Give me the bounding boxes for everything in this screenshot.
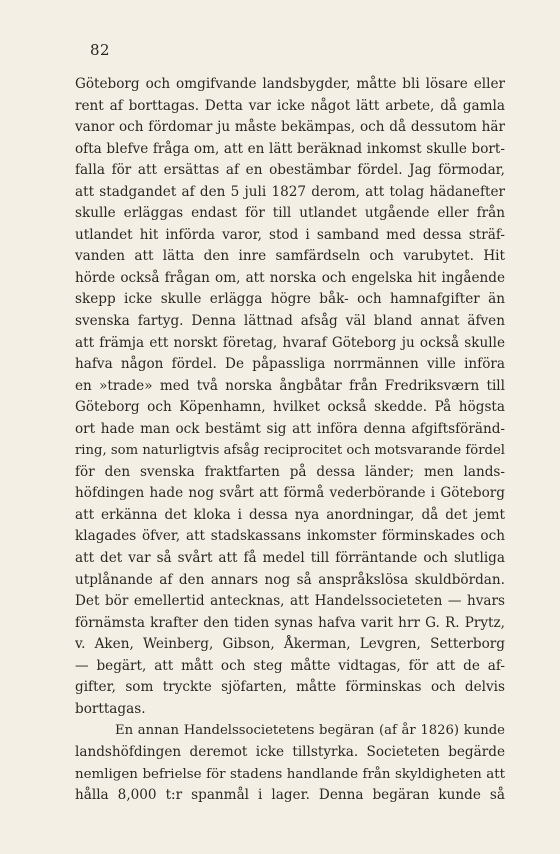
text-line: Det bör emellertid antecknas, att Handelssocieteten — hvars [75, 593, 505, 610]
text-line: hörde också frågan om, att norska och engelska hit ingående [75, 269, 505, 286]
text-line: v. Aken, Weinberg, Gibson, Åkerman, Levgren, Setterborg [75, 636, 505, 653]
text-line: ring, som naturligtvis afsåg reciprocitet och motsvarande fördel [75, 443, 505, 459]
text-line: vanor och fördomar ju måste bekämpas, och då dessutom här [75, 119, 505, 136]
text-line: borttagas. [75, 700, 146, 717]
text-line: vanden att lätta den inre samfärdseln och varubytet. Hit [75, 248, 505, 265]
text-line: gifter, som tryckte sjöfarten, måtte förminskas och delvis [75, 679, 505, 696]
text-line: Göteborg och omgifvande landsbygder, måtte bli lösare eller [75, 76, 505, 92]
text-line: skulle erläggas endast för till utlandet utgående eller från [75, 205, 505, 222]
text-line: En annan Handelssocietetens begäran (af år 1826) kunde [115, 723, 505, 739]
text-line: skepp icke skulle erlägga högre båk- och hamnafgifter än [75, 291, 505, 308]
text-line: klagades öfver, att stadskassans inkomster förminskades och [75, 528, 505, 545]
text-line: hålla 8,000 t:r spanmål i lager. Denna begäran kunde så [75, 787, 505, 804]
text-line: förnämsta krafter den tiden synas hafva varit hrr G. R. Prytz, [75, 614, 505, 631]
text-line: hafva någon fördel. De påpassliga norrmännen ville införa [75, 356, 505, 373]
text-line: ofta blefve fråga om, att en lätt beräknad inkomst skulle bort- [75, 140, 505, 157]
text-line: att det var så svårt att få medel till förräntande och slutliga [75, 550, 505, 567]
text-line: utlandet hit införda varor, stod i samband med dessa sträf- [75, 226, 505, 243]
text-line: en »trade» med två norska ångbåtar från Fredriksværn till [75, 377, 505, 394]
text-line: — begärt, att mått och steg måtte vidtagas, för att de af- [75, 657, 505, 674]
text-line: nemligen befrielse för stadens handlande från skyldigheten att [75, 766, 505, 782]
text-line: att stadgandet af den 5 juli 1827 derom, att tolag hädanefter [75, 183, 505, 200]
text-line: utplånande af den annars nog så anspråkslösa skuldbördan. [75, 571, 505, 588]
text-line: Göteborg och Köpenhamn, hvilket också skedde. På högsta [75, 399, 505, 416]
text-line: landshöfdingen deremot icke tillstyrka. Societeten begärde [75, 743, 505, 760]
text-line: att erkänna det kloka i dessa nya anordningar, då det jemt [75, 506, 505, 523]
text-line: rent af borttagas. Detta var icke något lätt arbete, då gamla [75, 97, 505, 114]
body-text [75, 74, 505, 807]
text-line: att främja ett norskt företag, hvaraf Göteborg ju också skulle [75, 334, 505, 351]
text-line: falla för att ersättas af en obestämbar fördel. Jag förmodar, [75, 162, 505, 179]
page-number: 82 [90, 41, 111, 59]
text-line: ort hade man ock bestämt sig att införa denna afgiftsföränd- [75, 420, 505, 437]
text-line: för den svenska fraktfarten på dessa länder; men lands- [75, 463, 505, 480]
text-line: höfdingen hade nog svårt att förmå vederbörande i Göteborg [75, 485, 505, 502]
text-line: svenska fartyg. Denna lättnad afsåg väl bland annat äfven [75, 313, 505, 330]
